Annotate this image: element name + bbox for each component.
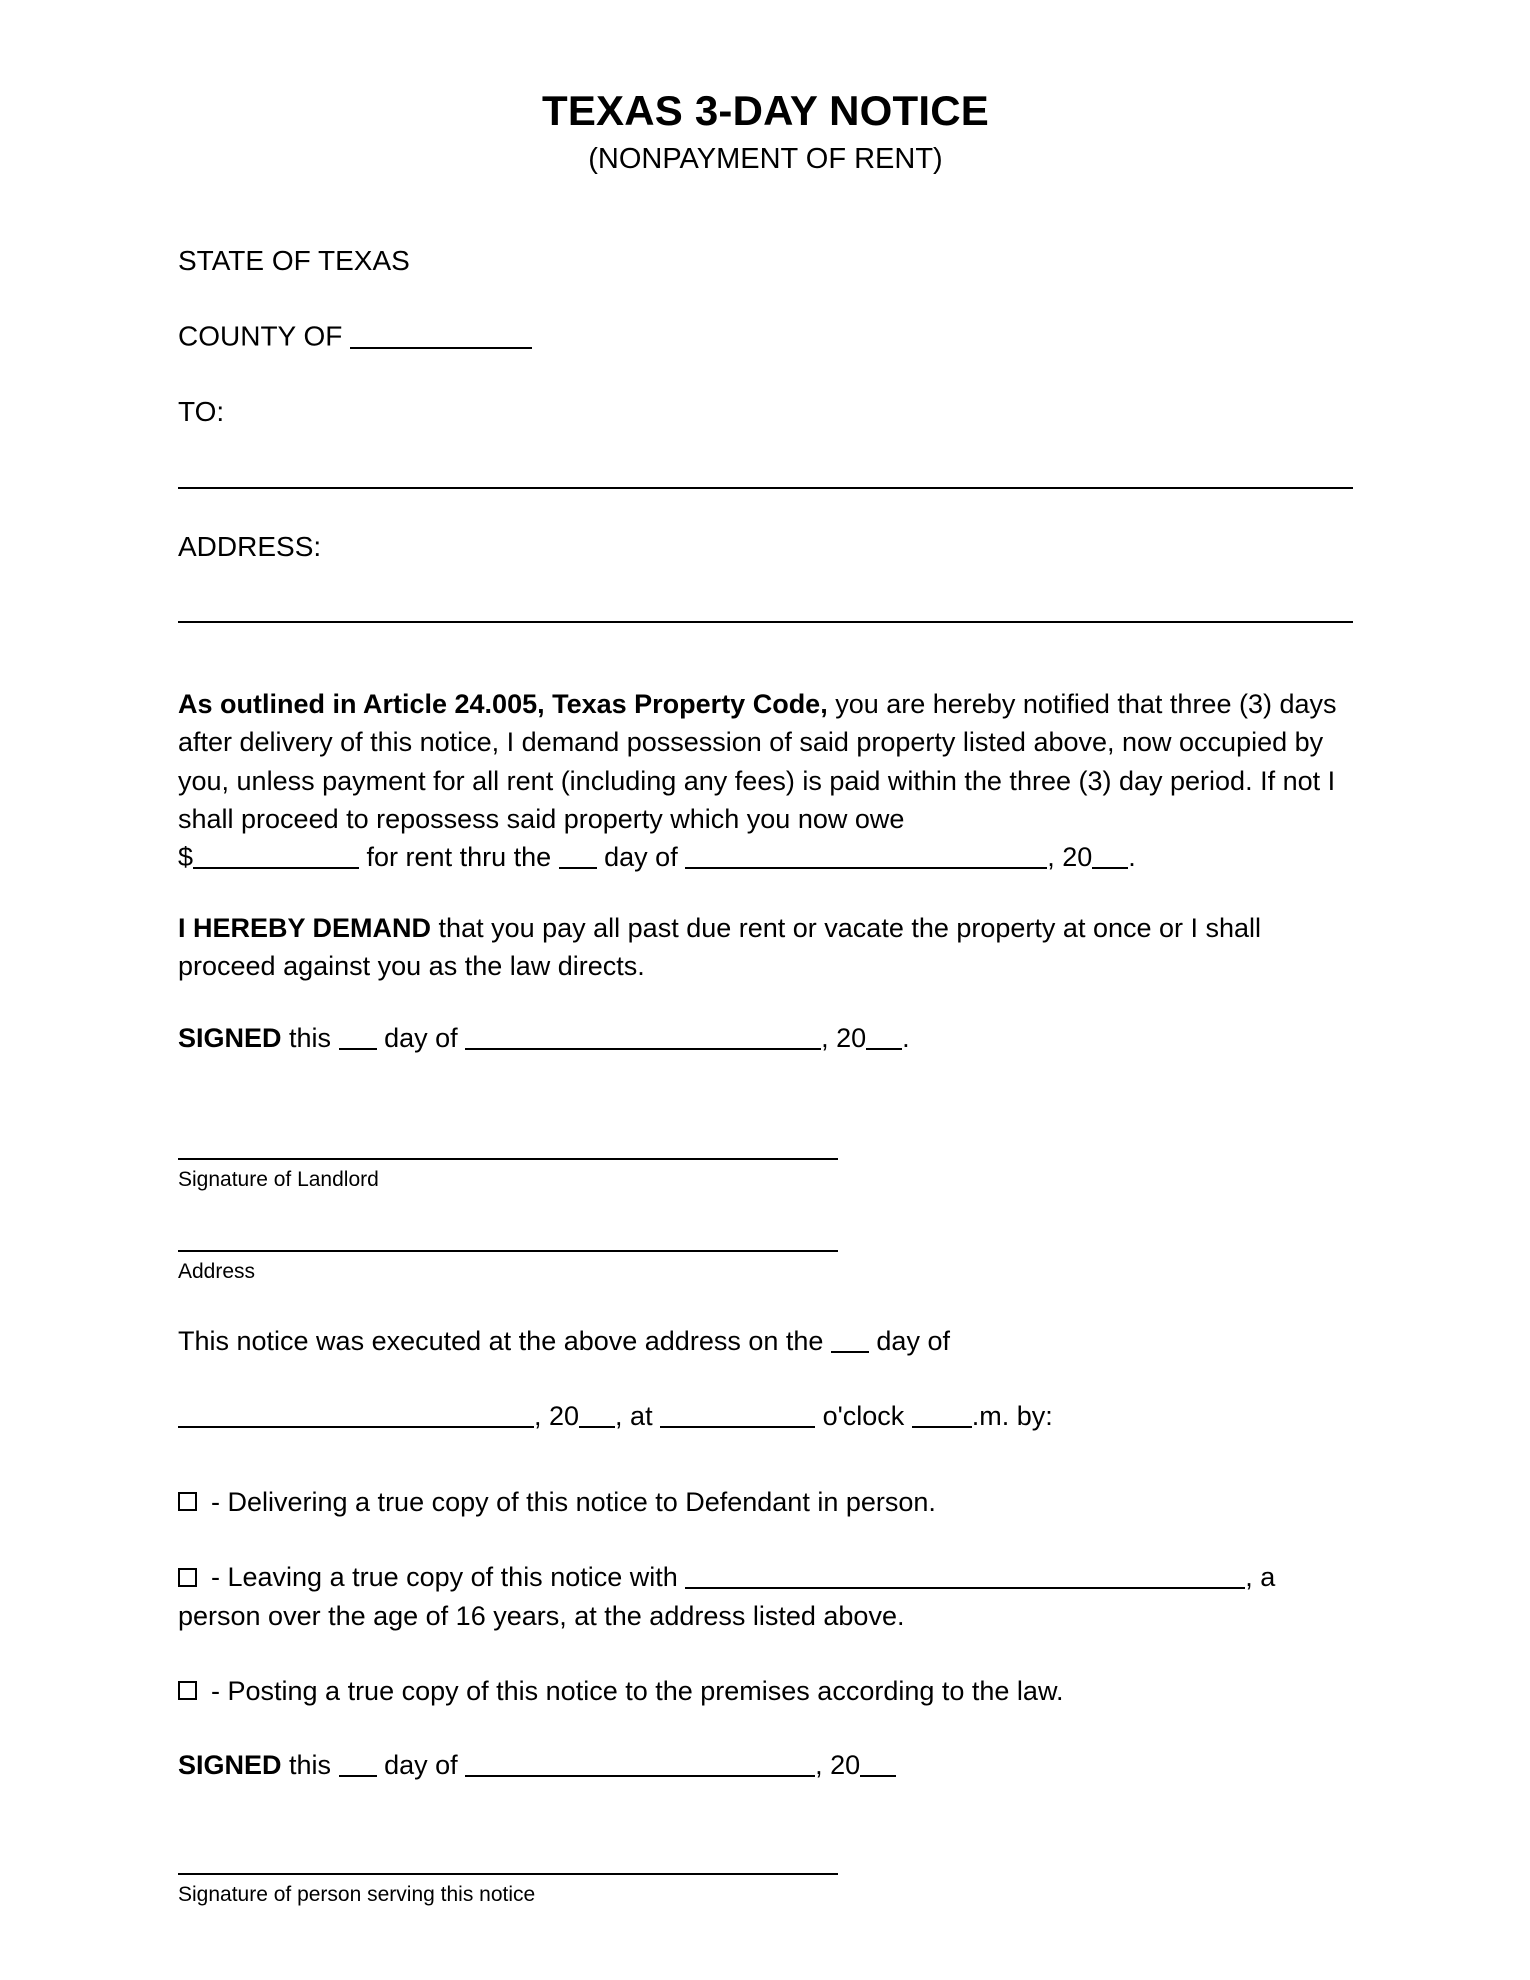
to-label: TO:	[178, 396, 225, 428]
service-option-leaving[interactable]	[178, 1558, 1353, 1635]
signed-this-text: this	[281, 1750, 339, 1781]
rent-day-input-blank[interactable]	[559, 840, 597, 870]
county-label: COUNTY OF	[178, 320, 343, 352]
execution-year-text: , 20	[534, 1400, 580, 1431]
server-signature-rule[interactable]	[178, 1873, 838, 1875]
signed-label: SIGNED	[178, 1023, 282, 1054]
server-signed-day-input-blank[interactable]	[339, 1748, 377, 1778]
address-input-rule[interactable]	[178, 621, 1353, 623]
execution-year-input-blank[interactable]	[579, 1398, 615, 1428]
amount-end-text: .	[1128, 842, 1136, 873]
state-line: STATE OF TEXAS	[178, 244, 410, 276]
page-title: TEXAS 3-DAY NOTICE	[541, 87, 990, 134]
execution-line-2	[178, 1397, 1353, 1435]
service-option-posting[interactable]	[178, 1672, 1353, 1710]
demand-lead-bold: I HEREBY DEMAND	[178, 912, 432, 943]
notice-paragraph	[178, 685, 1353, 877]
execution-ampm-input-blank[interactable]	[912, 1398, 972, 1428]
signed-day-of-text: day of	[376, 1023, 466, 1054]
signed-month-input-blank[interactable]	[465, 1021, 821, 1051]
execution-time-input-blank[interactable]	[660, 1398, 815, 1428]
signed-end-text: .	[902, 1023, 910, 1054]
execution-at-text: , at	[615, 1400, 661, 1431]
checkbox-icon[interactable]	[178, 1492, 197, 1511]
service-option-label-b: , a person over the age of 16 years, at the address listed above.	[178, 1562, 1276, 1631]
rent-year-input-blank[interactable]	[1092, 840, 1128, 870]
signed-line-landlord	[178, 1019, 1353, 1057]
county-line	[178, 318, 1353, 355]
execution-line-1	[178, 1322, 1353, 1360]
server-signed-year-input-blank[interactable]	[860, 1748, 896, 1778]
to-input-rule[interactable]	[178, 487, 1353, 489]
demand-body-text: that you pay all past due rent or vacate the property at once or I shall proceed against you as the law directs.	[178, 912, 1262, 982]
document-content	[178, 0, 1353, 1908]
server-signature-caption: Signature of person serving this notice	[178, 1882, 536, 1906]
execution-day-input-blank[interactable]	[831, 1324, 869, 1354]
signed-line-server	[178, 1746, 1353, 1784]
landlord-address-caption: Address	[178, 1259, 256, 1283]
signed-this-text: this	[281, 1023, 339, 1054]
title-block	[178, 88, 1353, 177]
signed-day-of-text: day of	[376, 1750, 466, 1781]
checkbox-icon[interactable]	[178, 1681, 197, 1700]
service-recipient-input-blank[interactable]	[685, 1560, 1245, 1590]
amount-input-blank[interactable]	[193, 840, 359, 870]
execution-oclock-text: o'clock	[815, 1400, 912, 1431]
landlord-address-rule[interactable]	[178, 1250, 838, 1252]
signed-year-input-blank[interactable]	[866, 1021, 902, 1051]
service-option-label-a: - Leaving a true copy of this notice with	[211, 1562, 686, 1593]
execution-end-text: .m. by:	[971, 1400, 1053, 1431]
signed-year-text: , 20	[821, 1023, 867, 1054]
address-label: ADDRESS:	[178, 530, 322, 562]
server-signed-month-input-blank[interactable]	[465, 1748, 815, 1778]
execution-month-input-blank[interactable]	[178, 1398, 534, 1428]
signed-year-text: , 20	[815, 1750, 861, 1781]
amount-prefix: $	[178, 842, 194, 873]
landlord-signature-caption: Signature of Landlord	[178, 1167, 379, 1191]
signed-label: SIGNED	[178, 1750, 282, 1781]
amount-mid-text: for rent thru the	[359, 842, 559, 873]
county-input-blank[interactable]	[350, 318, 532, 349]
page-subtitle: (NONPAYMENT OF RENT)	[588, 143, 943, 176]
rent-month-input-blank[interactable]	[685, 840, 1047, 870]
execution-text-b: day of	[868, 1326, 950, 1357]
checkbox-icon[interactable]	[178, 1568, 197, 1587]
demand-paragraph	[178, 909, 1353, 986]
notice-lead-bold: As outlined in Article 24.005, Texas Property Code,	[178, 689, 828, 720]
service-option-delivering[interactable]	[178, 1483, 1353, 1521]
landlord-signature-rule[interactable]	[178, 1158, 838, 1160]
execution-text-a: This notice was executed at the above address on the	[178, 1326, 831, 1357]
signed-day-input-blank[interactable]	[339, 1021, 377, 1051]
service-option-label: - Posting a true copy of this notice to the premises according to the law.	[211, 1675, 1064, 1706]
notice-body-text: you are hereby notified that three (3) days after delivery of this notice, I demand possession of said property listed above, now occupied by you, unless payment for all rent (including any fees) is paid within the three (3) day period. If not I shall proceed to repossess said property which you now owe	[178, 689, 1337, 835]
amount-year-text: , 20	[1047, 842, 1093, 873]
amount-day-of-text: day of	[596, 842, 686, 873]
service-option-label: - Delivering a true copy of this notice to Defendant in person.	[211, 1486, 936, 1517]
